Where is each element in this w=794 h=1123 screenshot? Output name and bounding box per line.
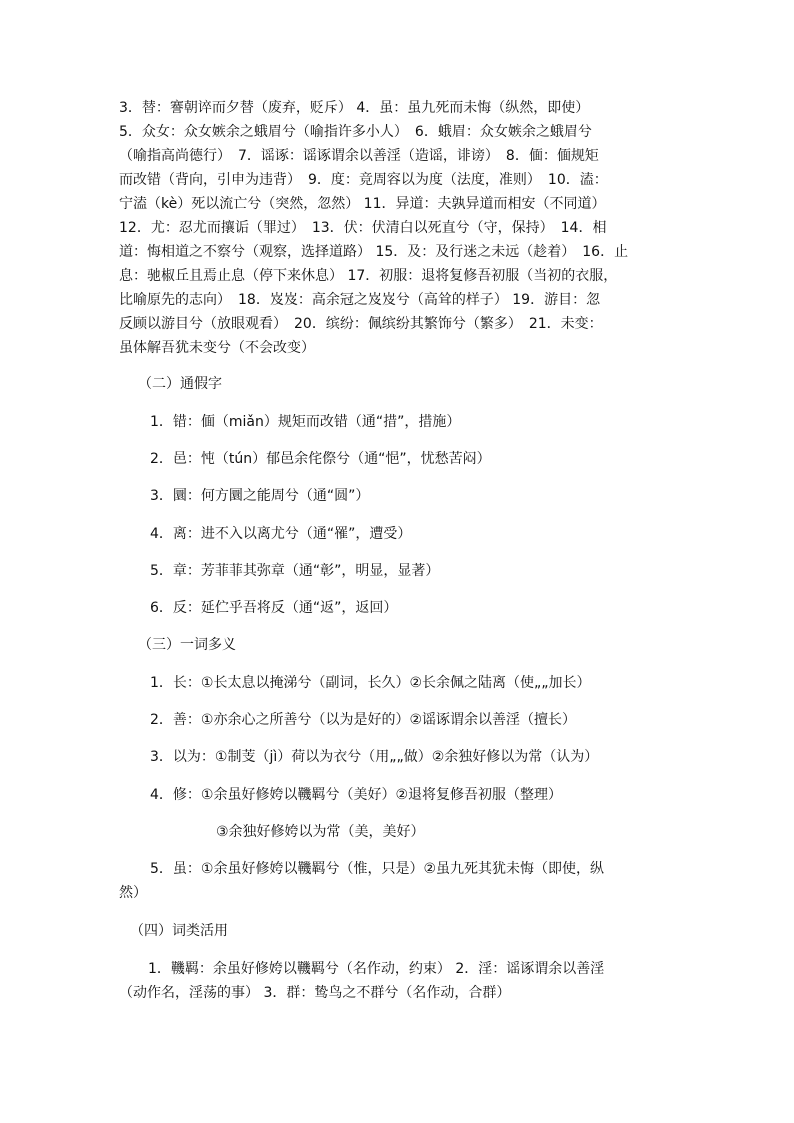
list-item: 然） <box>119 885 147 901</box>
list-item: 4．离：进不入以离尤兮（通“罹”，遭受） <box>150 526 412 542</box>
text-line: 5．众女：众女嫉余之蛾眉兮（喻指许多小人） 6．蛾眉：众女嫉余之蛾眉兮 <box>119 124 592 140</box>
list-item: 1．长：①长太息以掩涕兮（副词，长久）②长余佩之陆离（使„„加长） <box>150 675 591 691</box>
text-line: 1．鞿羁：余虽好修姱以鞿羁兮（名作动，约束） 2．淫：谣诼谓余以善淫 <box>148 961 605 977</box>
list-item: 3．以为：①制芰（jì）荷以为衣兮（用„„做）②余独好修以为常（认为） <box>150 749 599 765</box>
list-item: 2．善：①亦余心之所善兮（以为是好的）②谣诼谓余以善淫（擅长） <box>150 712 577 728</box>
list-item: 2．邑：忳（tún）郁邑余侘傺兮（通“悒”，忧愁苦闷） <box>150 451 491 467</box>
list-item: 4．修：①余虽好修姱以鞿羁兮（美好）②退将复修吾初服（整理） <box>150 787 563 803</box>
text-line: （喻指高尚德行） 7．谣诼：谣诼谓余以善淫（造谣，诽谤） 8．偭：偭规矩 <box>119 148 599 164</box>
text-line: 宁溘（kè）死以流亡兮（突然，忽然） 11．异道：夫孰异道而相安（不同道） <box>119 196 606 212</box>
text-line: 虽体解吾犹未变兮（不会改变） <box>119 340 315 356</box>
list-item: 6．反：延伫乎吾将反（通“返”，返回） <box>150 600 398 616</box>
section-heading: （三）一词多义 <box>138 637 236 653</box>
text-line: 而改错（背向，引申为违背） 9．度：竞周容以为度（法度，准则） 10．溘： <box>119 172 608 188</box>
list-item: 1．错：偭（miǎn）规矩而改错（通“措”，措施） <box>150 414 461 430</box>
list-item: 5．虽：①余虽好修姱以鞿羁兮（惟，只是）②虽九死其犹未悔（即使，纵 <box>150 861 605 877</box>
text-line: 3．替：謇朝谇而夕替（废弃，贬斥） 4．虽：虽九死而未悔（纵然，即使） <box>119 100 590 116</box>
text-line: 12．尤：忍尤而攘诟（罪过） 13．伏：伏清白以死直兮（守，保持） 14．相 <box>119 220 607 236</box>
list-item: 3．圜：何方圜之能周兮（通“圆”） <box>150 488 370 504</box>
text-line: 反顾以游目兮（放眼观看） 20．缤纷：佩缤纷其繁饰兮（繁多） 21．未变： <box>119 316 603 332</box>
text-line: 比喻原先的志向） 18．岌岌：高余冠之岌岌兮（高耸的样子） 19．游目：忽 <box>119 292 601 308</box>
section-heading: （四）词类活用 <box>130 923 228 939</box>
text-line: 息：驰椒丘且焉止息（停下来休息） 17．初服：退将复修吾初服（当初的衣服， <box>119 268 618 284</box>
list-item: 5．章：芳菲菲其弥章（通“彰”，明显，显著） <box>150 563 440 579</box>
text-line: （动作名，淫荡的事） 3．群：鸷鸟之不群兮（名作动，合群） <box>119 985 511 1001</box>
list-item: ③余独好修姱以为常（美，美好） <box>216 824 425 840</box>
text-line: 道：悔相道之不察兮（观察，选择道路） 15．及：及行迷之未远（趁着） 16．止 <box>119 244 629 260</box>
section-heading: （二）通假字 <box>138 376 222 392</box>
